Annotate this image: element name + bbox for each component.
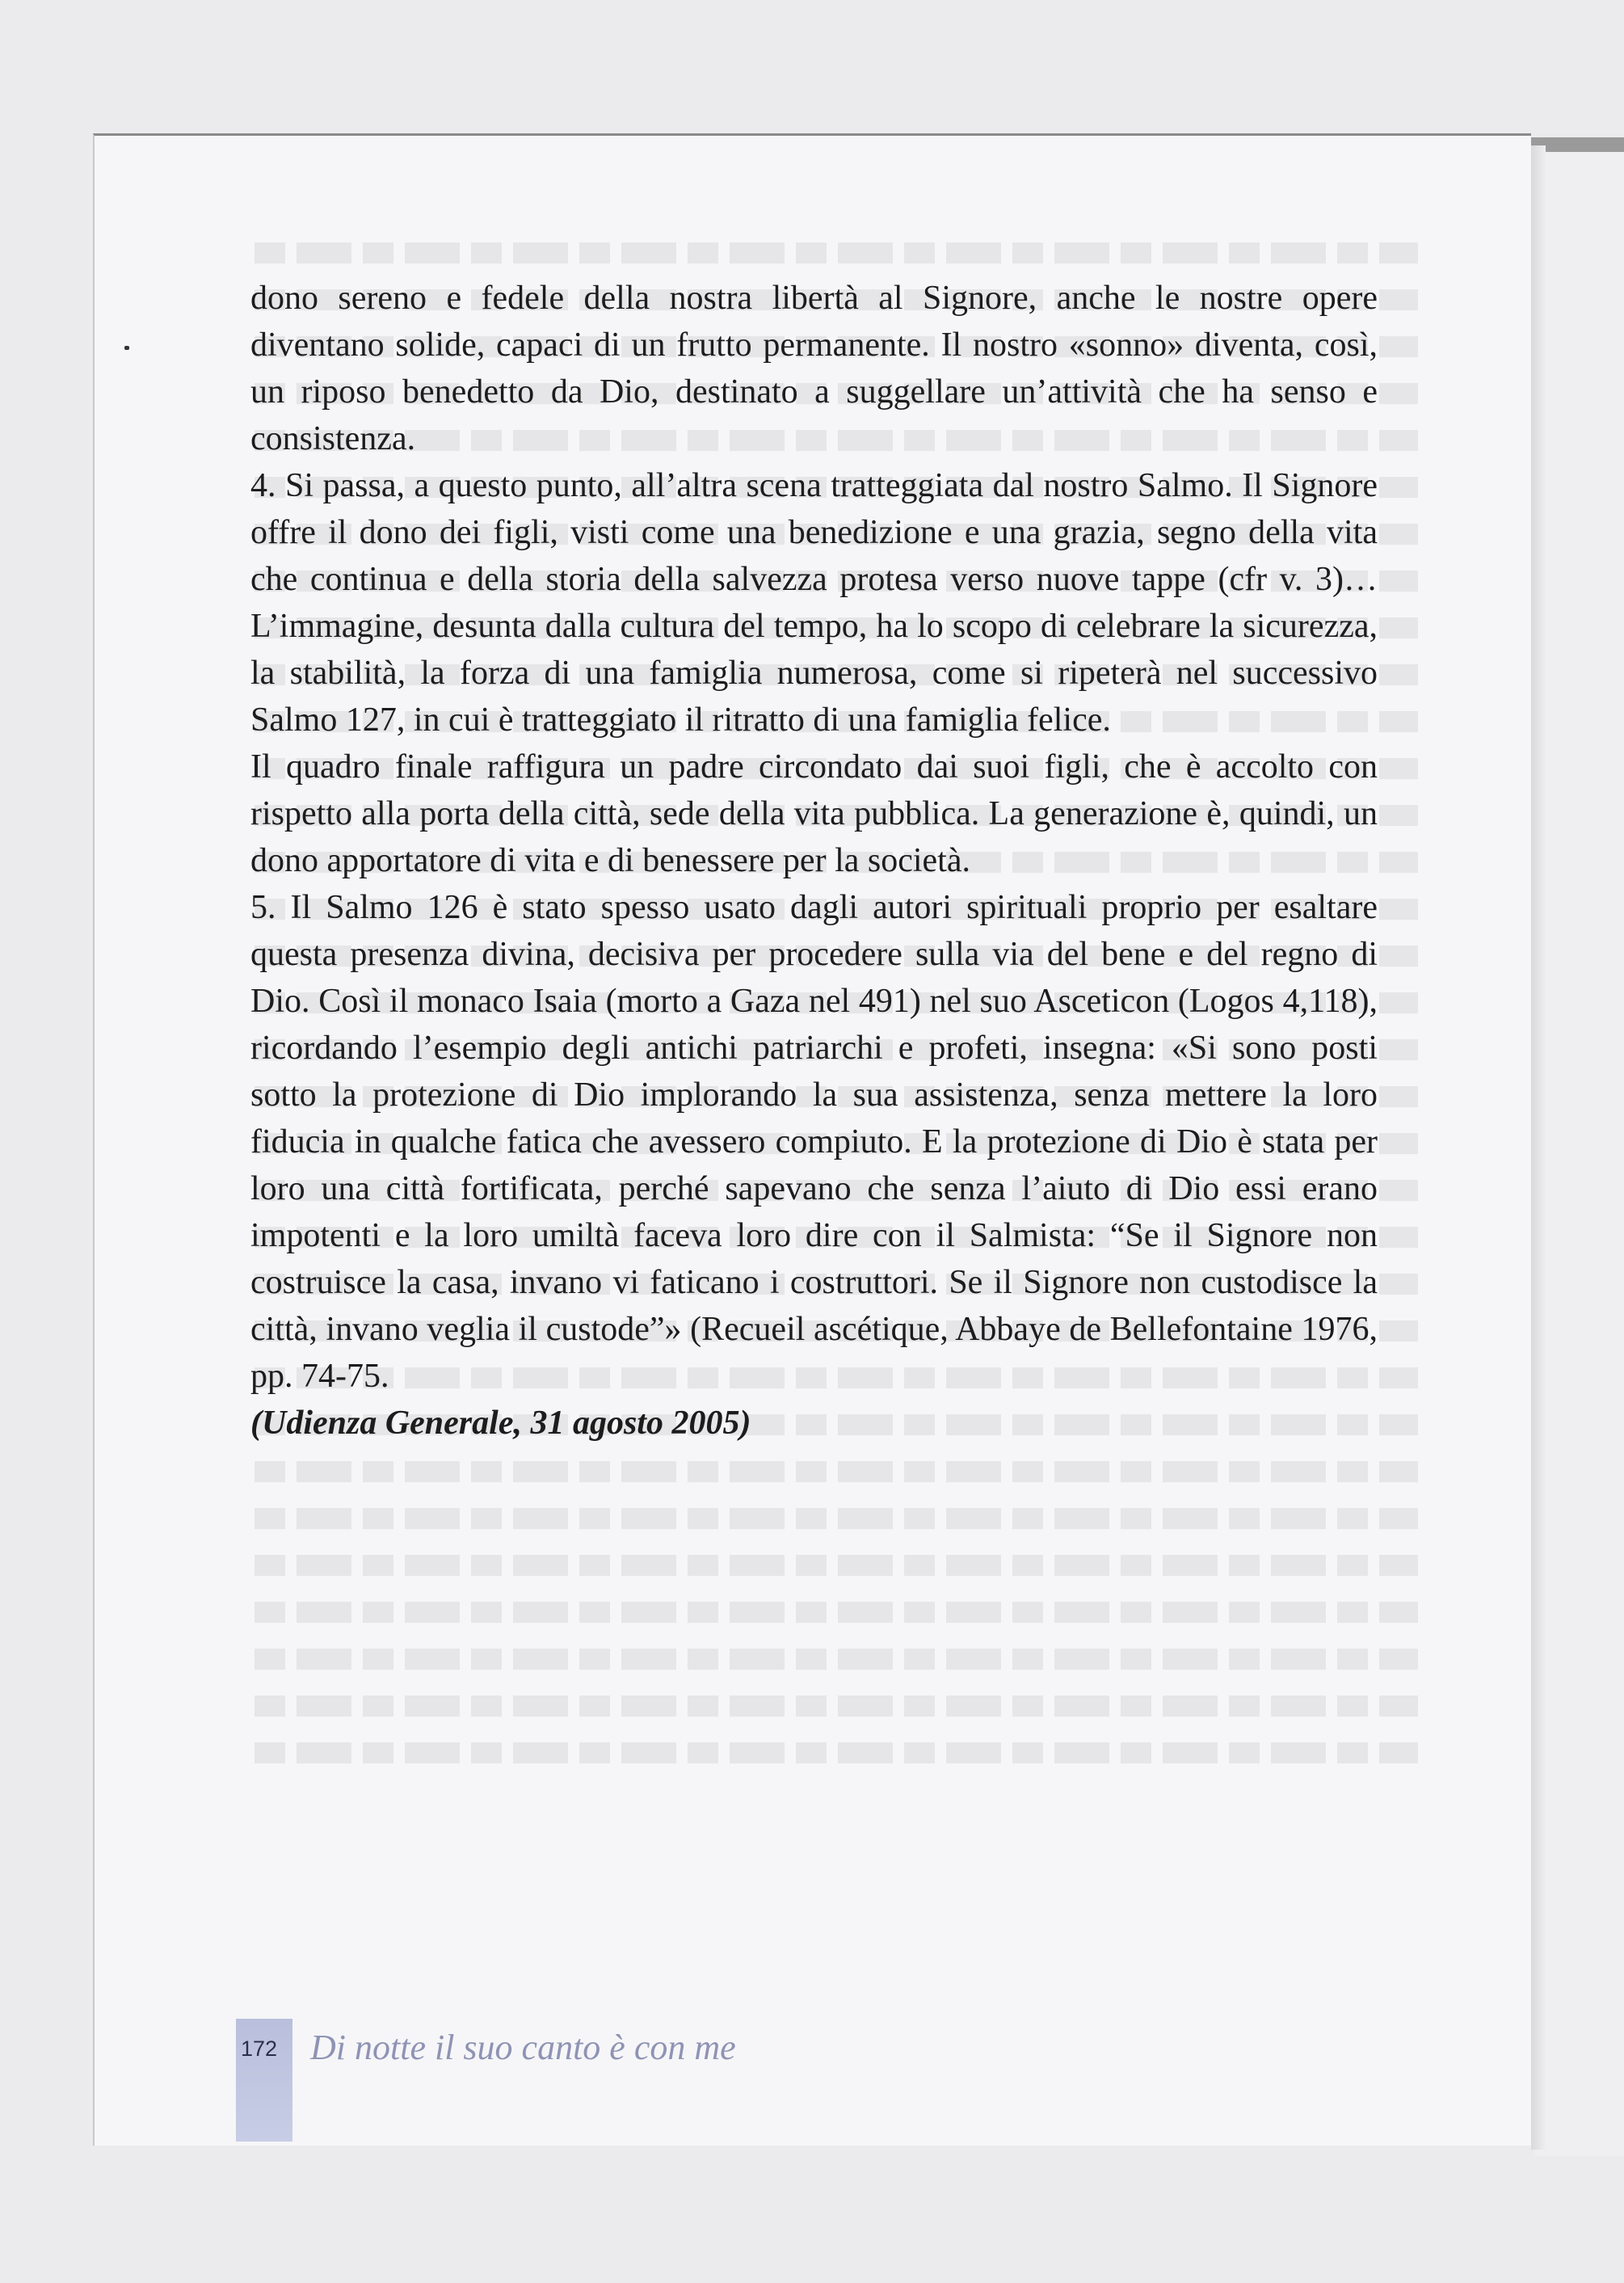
page-number-tab	[236, 2019, 292, 2142]
paragraph: Il quadro finale raffigura un padre circondato dai suoi figli, che è accolto con rispetto alla porta della città, sede della vita pubblica. La generazione è, quindi, un dono apportatore di vita e di benessere per la società.	[250, 748, 1378, 879]
stray-ink-mark	[124, 346, 129, 350]
paragraph: 4. Si passa, a questo punto, all’altra scena tratteggiata dal nostro Salmo. Il Signore offre il dono dei figli, visti come una benedizione e una grazia, segno della vita che continua e della storia della salvezza protesa verso nuove tappe (cfr v. 3)… L’immagine, desunta dalla cultura del tempo, ha lo scopo di celebrare la sicurezza, la stabilità, la forza di una famiglia numerosa, come si ripeterà nel successivo Salmo 127, in cui è tratteggiato il ritratto di una famiglia felice.	[250, 467, 1378, 739]
page-footer	[236, 2019, 963, 2140]
adjacent-page	[1535, 152, 1624, 2156]
running-title: Di notte il suo canto è con me	[310, 2028, 736, 2067]
page-number: 172	[241, 2037, 278, 2061]
source-citation: (Udienza Generale, 31 agosto 2005)	[250, 1405, 751, 1442]
page-shadow	[1531, 145, 1546, 2150]
body-text	[250, 275, 1378, 1447]
paragraph: dono sereno e fedele della nostra libertà al Signore, anche le nostre opere diventano solide, capaci di un frutto permanente. Il nostro «sonno» diventa, così, un riposo benedetto da Dio, destinato a suggellare un’attività che ha senso e consistenza.	[250, 280, 1378, 457]
paragraph: 5. Il Salmo 126 è stato spesso usato dagli autori spirituali proprio per esaltare questa presenza divina, decisiva per procedere sulla via del bene e del regno di Dio. Così il monaco Isaia (morto a Gaza nel 491) nel suo Asceticon (Logos 4,118), ricordando l’esempio degli antichi patriarchi e profeti, insegna: «Si sono posti sotto la protezione di Dio implorando la sua assistenza, senza mettere la loro fiducia in qualche fatica che avessero compiuto. E la protezione di Dio è stata per loro una città fortificata, perché sapevano che senza l’aiuto di Dio essi erano impotenti e la loro umiltà faceva loro dire con il Salmista: “Se il Signore non costruisce la casa, invano vi faticano i costruttori. Se il Signore non custodisce la città, invano veglia il custode”» (Recueil ascétique, Abbaye de Bellefontaine 1976, pp. 74-75.	[250, 889, 1378, 1395]
